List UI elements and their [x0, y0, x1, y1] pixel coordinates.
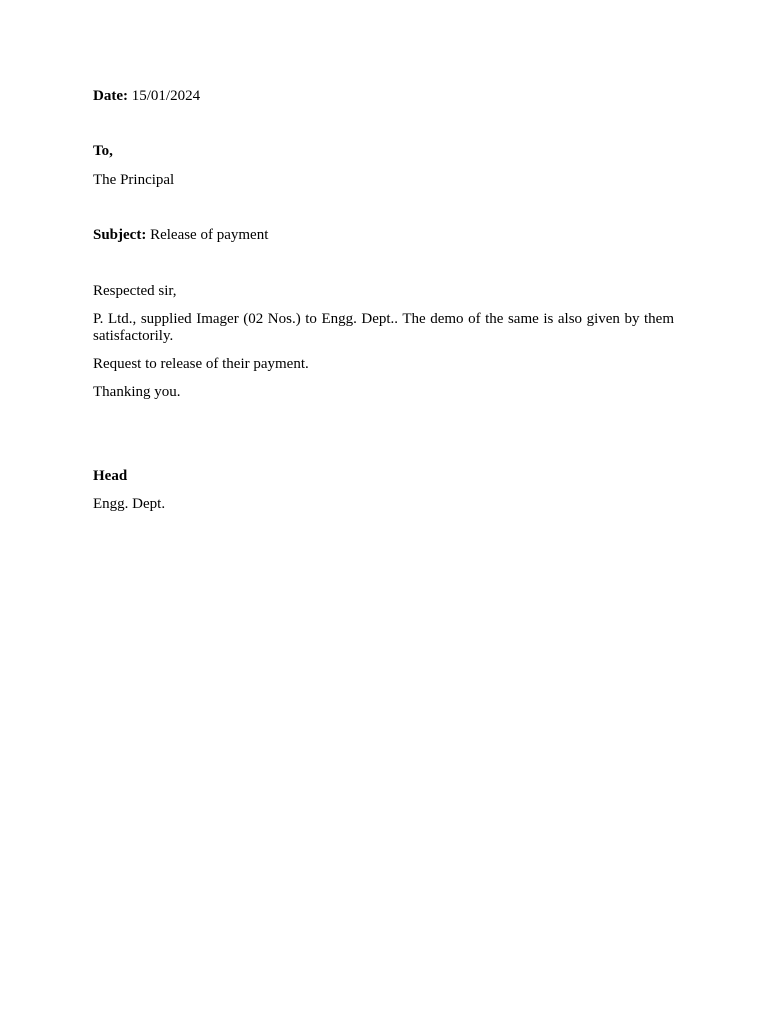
subject-label: Subject:: [93, 227, 147, 243]
to-label: To,: [93, 143, 113, 159]
salutation: Respected sir,: [93, 283, 177, 299]
date-line: [93, 88, 200, 105]
letter-page: [93, 0, 674, 1024]
recipient: The Principal: [93, 172, 175, 188]
signatory-department: Engg. Dept.: [93, 496, 166, 512]
date-value: 15/01/2024: [131, 88, 201, 104]
subject-value: Release of payment: [150, 227, 269, 243]
date-label: Date:: [93, 88, 128, 104]
body-paragraph-1: P. Ltd., supplied Imager (02 Nos.) to Engg. Dept.. The demo of the same is also given by them satisfactorily.: [93, 311, 674, 344]
subject-line: [93, 227, 268, 244]
signatory-title: Head: [93, 468, 128, 484]
body-paragraph-2: Request to release of their payment.: [93, 356, 309, 372]
closing: Thanking you.: [93, 384, 181, 400]
